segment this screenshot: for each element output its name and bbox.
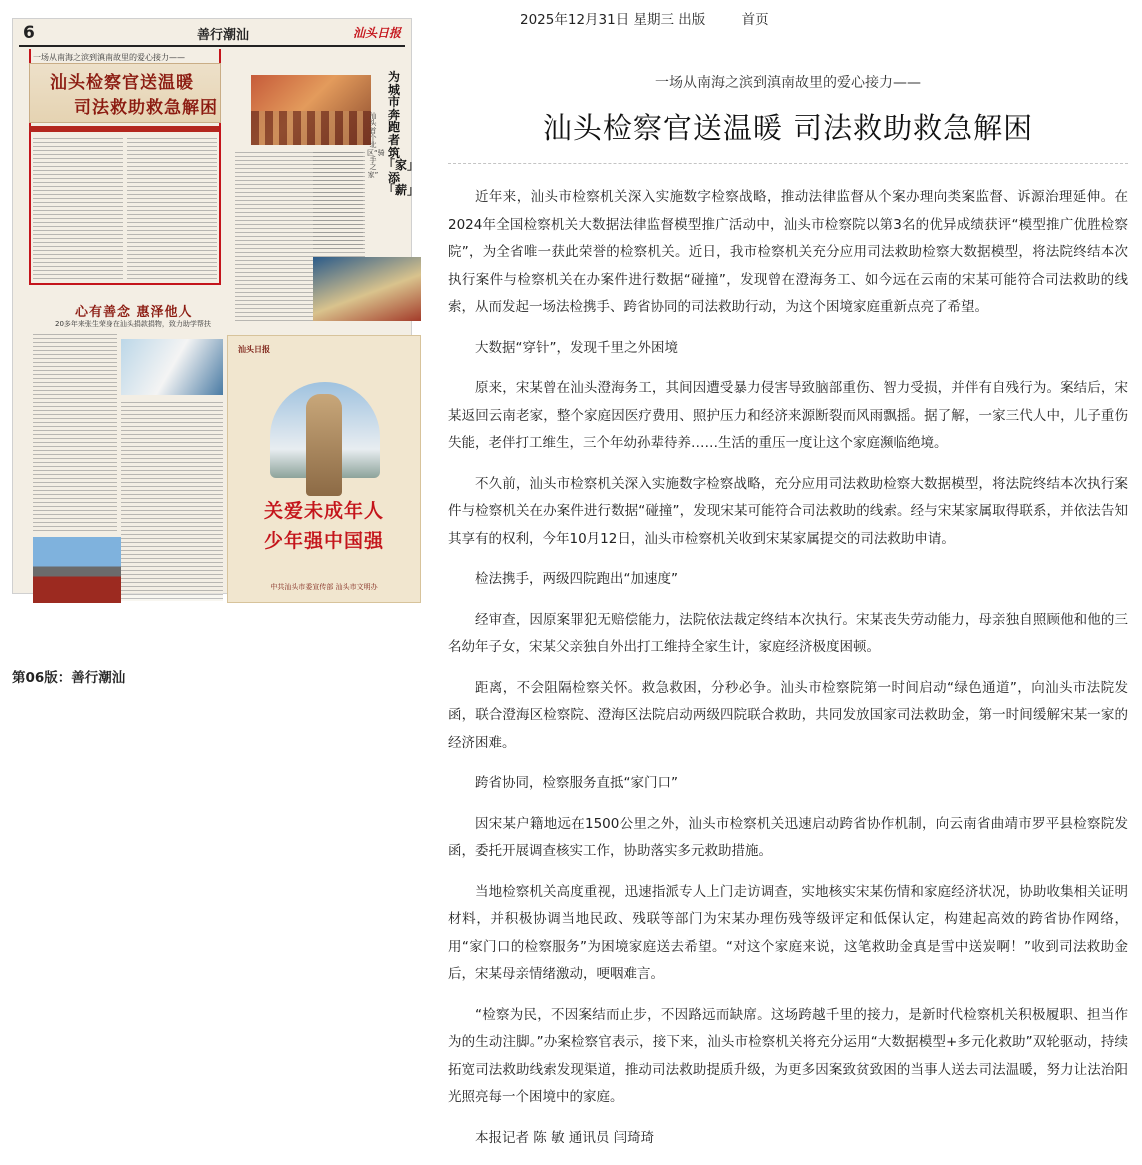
thumbnail-text-block [33,333,117,533]
home-link[interactable]: 首页 [741,12,769,28]
thumbnail-page-number: 6 [23,23,35,43]
article-subheading: 检法携手，两级四院跑出“加速度” [475,571,678,587]
article-kicker: 一场从南海之滨到滇南故里的爱心接力—— [655,75,921,91]
thumbnail-article-kicker: 一场从南海之滨到滇南故里的爱心接力—— [33,53,185,62]
thumbnail-vertical-subheadline: 汕头首个北区“骑手之家” [367,112,385,179]
publication-date: 2025年12月31日 星期三 出版 [520,12,706,28]
article-body [448,184,1128,1152]
poster-logo: 汕头日报 [238,345,270,354]
article-paragraph: 当地检察机关高度重视，迅速指派专人上门走访调查，实地核实宋某伤情和家庭经济状况，协助收集相关证明材料，并积极协调当地民政、残联等部门为宋某办理伤残等级评定和低保认定，构建起高效的跨省协作网络，用“家门口的检察服务”为困境家庭送去希望。“对这个家庭来说，这笔救助金真是雪中送炭啊！”收到司法救助金后，宋某母亲情绪激动，哽咽难言。 [448,883,1128,982]
article-paragraph: 经审查，因原案罪犯无赔偿能力，法院依法裁定终结本次执行。宋某丧失劳动能力，母亲独自照顾他和他的三名幼年子女，宋某父亲独自外出打工维持全家生计，家庭经济极度困顿。 [448,611,1128,655]
thumbnail-newspaper-logo: 汕头日报 [352,26,401,40]
thumbnail-section2-title: 心有善念 惠泽他人 [75,305,193,320]
article-paragraph: 不久前，汕头市检察机关深入实施数字检察战略，充分应用司法救助检察大数据模型，将法院终结本次执行案件与检察机关在办案件进行数据“碰撞”，发现宋某可能符合司法救助的线索。经与宋某家属取得联系，并依法告知其享有的权利，今年10月12日，汕头市检察机关收到宋某家属提交的司法救助申请。 [448,475,1128,547]
thumbnail-red-bar [29,126,219,132]
article [448,64,1128,1165]
thumbnail-text-block [33,137,123,281]
thumbnail-vertical-headline: 为城市奔跑者筑「家」添「薪」 [383,70,420,198]
thumbnail-title-line1: 汕头检察官送温暖 [50,73,194,93]
thumbnail-section2-subtitle: 20多年来张生荣身在汕头捐款捐物，致力助学帮扶 [55,320,211,328]
thumbnail-photo-rider-station [313,257,421,321]
article-subheading: 大数据“穿针”，发现千里之外困境 [475,339,678,356]
article-headline: 汕头检察官送温暖 司法救助救急解困 [542,111,1034,145]
thumbnail-photo-donor [121,339,223,395]
thumbnail-text-block [127,137,217,281]
article-byline: 本报记者 陈 敏 通讯员 闫琦琦 [475,1129,655,1146]
thumbnail-article-title[interactable] [29,63,221,123]
thumbnail-text-block [121,401,223,601]
top-bar [520,8,769,28]
thumbnail-text-block [313,151,363,251]
thumbnail-frame-bottom [29,283,221,285]
poster-sponsor: 中共汕头市委宣传部 汕头市文明办 [270,583,378,591]
article-divider [448,163,1128,164]
poster-slogan-line1: 关爱未成年人 [263,500,384,522]
article-paragraph: 原来，宋某曾在汕头澄海务工，其间因遭受暴力侵害导致脑部重伤、智力受损，并伴有自残行为。案结后，宋某返回云南老家，整个家庭因医疗费用、照护压力和经济来源断裂而风雨飘摇。据了解，一家三代人中，儿子重伤失能，老伴打工维生，三个年幼孙辈待养……生活的重压一度让这个家庭濒临绝境。 [448,380,1128,451]
newspaper-page-thumbnail[interactable] [12,18,420,594]
article-paragraph: “检察为民，不因案结而止步，不因路远而缺席。这场跨越千里的接力，是新时代检察机关积极履职、担当作为的生动注脚。”办案检察官表示，接下来，汕头市检察机关将充分运用“大数据模型+多元化救助”双轮驱动，持续拓宽司法救助线索发现渠道，推动司法救助提质升级，为更多因案致贫致困的当事人送去司法温暖，努力让法治阳光照亮每一个困境中的家庭。 [448,1006,1128,1105]
poster-statue-image [306,394,342,496]
thumbnail-header [19,23,405,47]
article-paragraph: 近年来，汕头市检察机关深入实施数字检察战略，推动法律监督从个案办理向类案监督、诉源治理延伸。在2024年全国检察机关大数据法律监督模型推广活动中，汕头市检察院以第3名的优异成绩获评“模型推广优胜检察院”，为全省唯一获此荣誉的检察机关。近日，我市检察机关充分应用司法救助检察大数据模型，将法院终结本次执行案件与检察机关在办案件进行数据“碰撞”，发现曾在澄海务工、如今远在云南的宋某可能符合司法救助的线索，从而发起一场法检携手、跨省协同的司法救助行动，为这个困境家庭重新点亮了希望。 [448,189,1128,315]
thumbnail-photo-riders-detail [251,111,371,145]
thumbnail-photo-group [33,537,121,603]
poster-slogan-line2: 少年强中国强 [263,530,384,552]
article-paragraph: 因宋某户籍地远在1500公里之外，汕头市检察机关迅速启动跨省协作机制，向云南省曲靖市罗平县检察院发函，委托开展调查核实工作，协助落实多元救助措施。 [448,815,1128,859]
thumbnail-title-line2: 司法救助救急解困 [74,98,218,118]
article-subheading: 跨省协同，检察服务直抵“家门口” [475,775,678,791]
article-paragraph: 距离，不会阻隔检察关怀。救急救困，分秒必争。汕头市检察院第一时间启动“绿色通道”，向汕头市法院发函，联合澄海区检察院、澄海区法院启动两级四院联合救助，共同发放国家司法救助金，第一时间缓解宋某一家的经济困难。 [448,679,1128,751]
edition-label[interactable]: 第06版：善行潮汕 [12,670,126,686]
thumbnail-section-name: 善行潮汕 [197,28,250,43]
thumbnail-public-service-poster [227,335,421,603]
